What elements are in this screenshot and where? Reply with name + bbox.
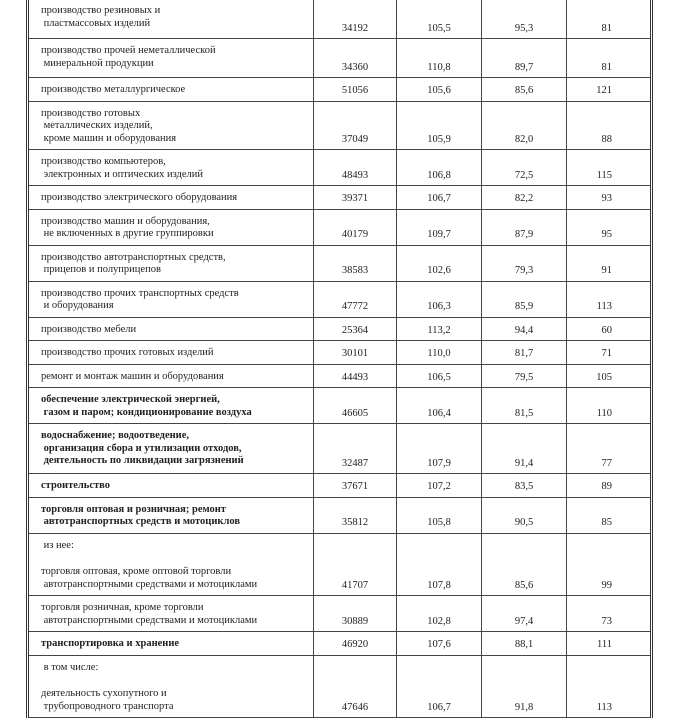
row-label: торговля оптовая, кроме оптовой торговли автотранспортными средствами и мотоциклами [41, 566, 258, 590]
index-cell-2: 83,5 [482, 474, 567, 498]
row-name-cell [28, 186, 314, 210]
row-name-cell [28, 209, 314, 245]
index-cell-1: 110,0 [397, 341, 482, 365]
ratio-cell: 81 [567, 0, 652, 39]
table-row [28, 0, 652, 39]
table-row [28, 150, 652, 186]
row-name-cell [28, 632, 314, 656]
index-cell-1: 106,3 [397, 281, 482, 317]
avg-wage-cell: 40179 [314, 209, 397, 245]
index-cell-2: 82,2 [482, 186, 567, 210]
avg-wage-cell: 51056 [314, 78, 397, 102]
avg-wage-cell: 35812 [314, 497, 397, 533]
avg-wage-cell: 34360 [314, 39, 397, 78]
row-name-cell [28, 39, 314, 78]
row-label: водоснабжение; водоотведение, организация сбора и утилизации отходов, деятельность по ликвидации загрязнений [41, 430, 244, 466]
index-cell-1: 107,2 [397, 474, 482, 498]
index-cell-2: 95,3 [482, 0, 567, 39]
avg-wage-cell: 25364 [314, 317, 397, 341]
ratio-cell: 111 [567, 632, 652, 656]
row-name-cell [28, 388, 314, 424]
table-row [28, 186, 652, 210]
ratio-cell: 91 [567, 245, 652, 281]
ratio-cell: 77 [567, 424, 652, 474]
row-label: производство прочей неметаллической минеральной продукции [41, 45, 216, 69]
wage-statistics-table [26, 0, 653, 718]
index-cell-2: 91,4 [482, 424, 567, 474]
row-name-cell [28, 317, 314, 341]
avg-wage-cell: 41707 [314, 533, 397, 596]
row-label: производство готовых металлических изделий, кроме машин и оборудования [41, 107, 177, 144]
index-cell-2: 81,5 [482, 388, 567, 424]
index-cell-1: 105,8 [397, 497, 482, 533]
ratio-cell: 95 [567, 209, 652, 245]
ratio-cell: 71 [567, 341, 652, 365]
row-label: обеспечение электрической энергией, газом и паром; кондиционирование воздуха [41, 394, 252, 418]
row-label: производство металлургическое [41, 84, 186, 95]
row-name-cell [28, 0, 314, 39]
ratio-cell: 88 [567, 101, 652, 150]
table-row [28, 533, 652, 596]
avg-wage-cell: 37049 [314, 101, 397, 150]
index-cell-1: 113,2 [397, 317, 482, 341]
index-cell-2: 85,9 [482, 281, 567, 317]
ratio-cell: 115 [567, 150, 652, 186]
row-label: производство мебели [41, 323, 137, 335]
index-cell-2: 81,7 [482, 341, 567, 365]
avg-wage-cell: 47646 [314, 655, 397, 718]
row-name-cell [28, 474, 314, 498]
table-row [28, 245, 652, 281]
index-cell-2: 91,8 [482, 655, 567, 718]
ratio-cell: 113 [567, 281, 652, 317]
table-row [28, 497, 652, 533]
index-cell-2: 82,0 [482, 101, 567, 150]
row-name-cell [28, 78, 314, 102]
table-row [28, 317, 652, 341]
index-cell-2: 79,3 [482, 245, 567, 281]
index-cell-1: 106,8 [397, 150, 482, 186]
row-name-cell [28, 101, 314, 150]
table-row [28, 424, 652, 474]
row-label: производство электрического оборудования [41, 192, 238, 203]
index-cell-2: 85,6 [482, 78, 567, 102]
index-cell-2: 72,5 [482, 150, 567, 186]
ratio-cell: 60 [567, 317, 652, 341]
index-cell-2: 94,4 [482, 317, 567, 341]
ratio-cell: 105 [567, 364, 652, 388]
row-label: ремонт и монтаж машин и оборудования [41, 370, 224, 382]
avg-wage-cell: 44493 [314, 364, 397, 388]
row-label: торговля оптовая и розничная; ремонт автотранспортных средств и мотоциклов [41, 503, 240, 527]
ratio-cell: 93 [567, 186, 652, 210]
row-name-cell [28, 424, 314, 474]
index-cell-1: 106,7 [397, 186, 482, 210]
row-name-cell [28, 341, 314, 365]
table-row [28, 388, 652, 424]
avg-wage-cell: 34192 [314, 0, 397, 39]
avg-wage-cell: 46605 [314, 388, 397, 424]
row-label: торговля розничная, кроме торговли автотранспортными средствами и мотоциклами [41, 602, 258, 626]
index-cell-1: 107,8 [397, 533, 482, 596]
avg-wage-cell: 30101 [314, 341, 397, 365]
row-name-cell [28, 655, 314, 718]
row-label: производство машин и оборудования, не включенных в другие группировки [41, 215, 214, 239]
ratio-cell: 81 [567, 39, 652, 78]
index-cell-2: 87,9 [482, 209, 567, 245]
row-name-cell [28, 281, 314, 317]
index-cell-1: 102,8 [397, 596, 482, 632]
ratio-cell: 89 [567, 474, 652, 498]
avg-wage-cell: 47772 [314, 281, 397, 317]
row-name-cell [28, 150, 314, 186]
table-row [28, 596, 652, 632]
index-cell-2: 85,6 [482, 533, 567, 596]
table-row [28, 78, 652, 102]
row-label: строительство [41, 480, 111, 491]
row-label: производство прочих готовых изделий [41, 347, 214, 358]
avg-wage-cell: 32487 [314, 424, 397, 474]
row-name-cell [28, 245, 314, 281]
index-cell-1: 105,5 [397, 0, 482, 39]
row-name-cell [28, 596, 314, 632]
index-cell-1: 106,4 [397, 388, 482, 424]
table-row [28, 655, 652, 718]
index-cell-1: 107,9 [397, 424, 482, 474]
table-row [28, 341, 652, 365]
avg-wage-cell: 30889 [314, 596, 397, 632]
table-row [28, 632, 652, 656]
avg-wage-cell: 37671 [314, 474, 397, 498]
ratio-cell: 85 [567, 497, 652, 533]
row-name-cell [28, 364, 314, 388]
index-cell-1: 106,5 [397, 364, 482, 388]
table-row [28, 364, 652, 388]
avg-wage-cell: 39371 [314, 186, 397, 210]
table-row [28, 101, 652, 150]
index-cell-2: 89,7 [482, 39, 567, 78]
row-label: производство прочих транспортных средств и оборудования [41, 287, 239, 311]
index-cell-1: 109,7 [397, 209, 482, 245]
table-row [28, 281, 652, 317]
table-row [28, 209, 652, 245]
ratio-cell: 113 [567, 655, 652, 718]
index-cell-1: 110,8 [397, 39, 482, 78]
row-group-prefix: в том числе: [41, 661, 99, 673]
index-cell-2: 79,5 [482, 364, 567, 388]
ratio-cell: 99 [567, 533, 652, 596]
index-cell-1: 105,9 [397, 101, 482, 150]
avg-wage-cell: 38583 [314, 245, 397, 281]
row-label: производство компьютеров, электронных и оптических изделий [41, 156, 204, 180]
index-cell-2: 88,1 [482, 632, 567, 656]
ratio-cell: 110 [567, 388, 652, 424]
index-cell-1: 102,6 [397, 245, 482, 281]
row-label: деятельность сухопутного и трубопроводного транспорта [41, 688, 174, 712]
table-row [28, 39, 652, 78]
index-cell-1: 107,6 [397, 632, 482, 656]
avg-wage-cell: 46920 [314, 632, 397, 656]
row-label: производство автотранспортных средств, прицепов и полуприцепов [41, 251, 226, 275]
row-label: транспортировка и хранение [41, 638, 180, 649]
row-name-cell [28, 497, 314, 533]
avg-wage-cell: 48493 [314, 150, 397, 186]
ratio-cell: 121 [567, 78, 652, 102]
index-cell-1: 105,6 [397, 78, 482, 102]
table-row [28, 474, 652, 498]
ratio-cell: 73 [567, 596, 652, 632]
row-group-prefix: из нее: [41, 539, 74, 551]
index-cell-2: 97,4 [482, 596, 567, 632]
index-cell-2: 90,5 [482, 497, 567, 533]
index-cell-1: 106,7 [397, 655, 482, 718]
row-label: производство резиновых и пластмассовых изделий [41, 5, 161, 29]
row-name-cell [28, 533, 314, 596]
